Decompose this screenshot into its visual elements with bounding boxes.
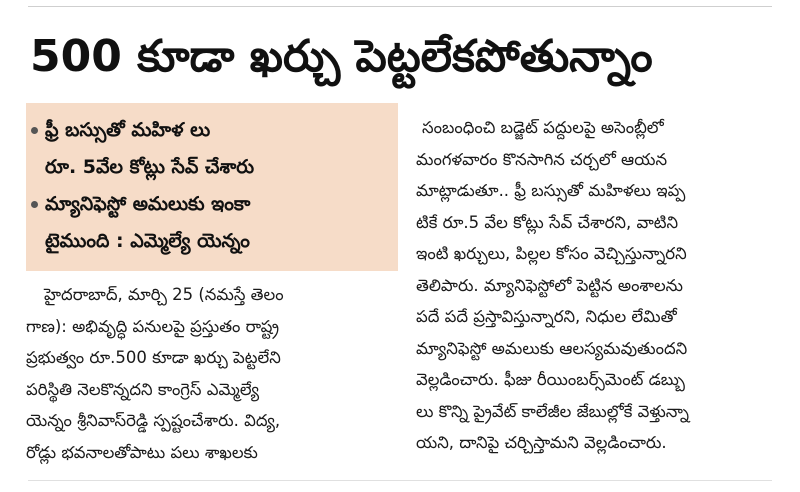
body-line: ప్రభుత్వం రూ.500 కూడా ఖర్చు పెట్టలేని xyxy=(26,348,281,367)
body-line: లు కొన్ని ప్రైవేట్‌ కాలేజీల జేబుల్లోకే వెళ్తున్నా xyxy=(416,401,689,421)
body-line: తెలిపారు. మ్యానిఫెస్టోలో పెట్టిన అంశాలను xyxy=(416,275,683,295)
body-line: రోడ్లు భవనాలతోపాటు పలు శాఖలకు xyxy=(26,442,258,462)
body-line: ఇంటి ఖర్చులు, పిల్లల కోసం వెచ్చిస్తున్నారని xyxy=(416,244,687,263)
body-column-left xyxy=(26,279,398,468)
body-line: మ్యానిఫెస్టో అమలుకు ఆలస్యమవుతుందని xyxy=(416,338,688,358)
highlight-item xyxy=(45,186,385,260)
highlight-line: ఫ్రీ బస్సుతో మహిళ లు xyxy=(45,119,211,141)
bullet-dot-icon xyxy=(31,201,38,208)
body-line: టికే రూ.5 వేల కోట్లు సేవ్‌ చేశారని, వాటిని xyxy=(416,212,679,232)
body-line: గాణ): అభివృద్ధి పనులపై ప్రస్తుతం రాష్ట్ర xyxy=(26,316,280,336)
top-rule xyxy=(28,6,772,7)
article-headline: 500 కూడా ఖర్చు పెట్టలేకపోతున్నాం xyxy=(30,31,653,82)
body-column-right xyxy=(416,112,786,459)
highlight-line: మ్యానిఫెస్టో అమలుకు ఇంకా xyxy=(45,193,251,215)
body-line: పదే పదే ప్రస్తావిస్తున్నారని, నిధుల లేమితో xyxy=(416,307,677,326)
body-line: మాట్లాడుతూ.. ఫ్రీ బస్సుతో మహిళలు ఇప్ప xyxy=(416,181,686,200)
body-line: పరిస్థితి నెలకొన్నదని కాంగ్రెస్‌ ఎమ్మెల్యే xyxy=(26,379,260,399)
body-line: హైదరాబాద్‌, మార్చి 25 (నమస్తే తెలం xyxy=(44,285,284,304)
bottom-rule xyxy=(28,480,772,481)
body-line: యెన్నం శ్రీనివాస్‌రెడ్డి స్పష్టంచేశారు. విద్య, xyxy=(26,411,281,430)
highlight-item xyxy=(45,112,385,186)
bullet-dot-icon xyxy=(31,127,38,134)
highlight-line: రూ. 5వేల కోట్లు సేవ్‌ చేశారు xyxy=(45,156,255,178)
highlight-line: టైముంది : ఎమ్మెల్యే యెన్నం xyxy=(45,230,250,252)
body-line: వెల్లడించారు. ఫీజు రీయింబర్స్‌మెంట్‌ డబ్బు xyxy=(416,370,686,389)
body-line: మంగళవారం కొనసాగిన చర్చలో ఆయన xyxy=(416,149,668,169)
body-line: యని, దానిపై చర్చిస్తామని వెల్లడించారు. xyxy=(416,433,667,452)
body-line: సంబంధించి బడ్జెట్‌ పద్దులపై అసెంబ్లీలో xyxy=(422,118,664,137)
